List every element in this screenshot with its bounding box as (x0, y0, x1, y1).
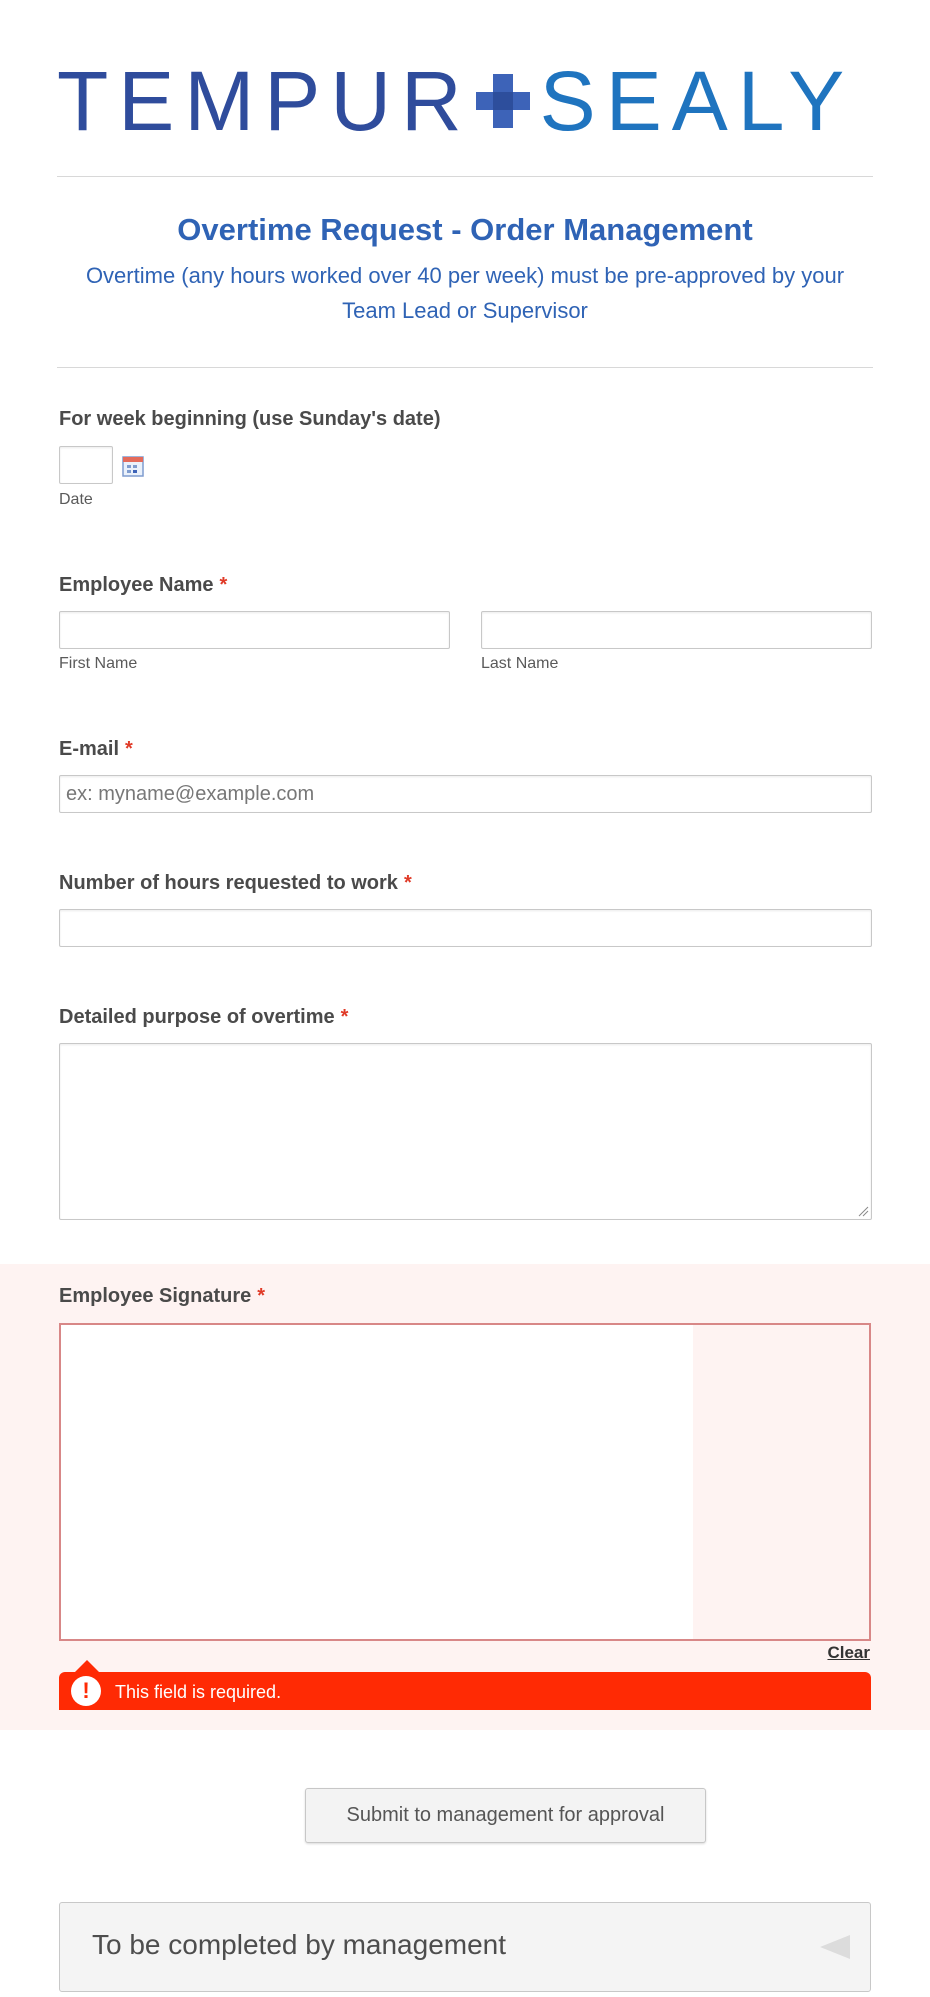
purpose-label (59, 1006, 348, 1029)
management-section-toggle[interactable] (59, 1902, 871, 1992)
week-date-input[interactable] (59, 446, 113, 484)
signature-label (59, 1285, 265, 1308)
purpose-textarea[interactable] (59, 1043, 872, 1220)
form-subtitle: Overtime (any hours worked over 40 per week) must be pre-approved by your Team Lead or Supervisor (85, 263, 845, 323)
management-section-label: To be completed by management (92, 1929, 507, 1960)
email-placeholder: ex: myname@example.com (66, 783, 315, 805)
submit-button[interactable]: Submit to management for approval (305, 1788, 706, 1843)
first-name-input[interactable] (59, 611, 450, 649)
required-mark: * (403, 872, 412, 894)
logo-right-word: SEALY (539, 54, 855, 148)
form-title: Overtime Request - Order Management (177, 212, 753, 247)
collapse-arrow-icon[interactable] (820, 1935, 850, 1959)
required-mark: * (257, 1285, 266, 1307)
calendar-icon[interactable] (122, 455, 144, 477)
required-mark: * (219, 574, 228, 596)
hours-label (59, 872, 412, 895)
error-message (59, 1672, 871, 1710)
resize-handle-icon[interactable] (857, 1205, 869, 1217)
signature-canvas[interactable] (61, 1325, 693, 1639)
first-name-sublabel: First Name (59, 655, 138, 672)
employee-name-label-text: Employee Name (59, 574, 214, 596)
purpose-label-text: Detailed purpose of overtime (59, 1006, 335, 1028)
signature-pad[interactable] (59, 1323, 871, 1641)
required-mark: * (125, 738, 133, 760)
employee-name-label (59, 574, 227, 597)
logo-left-word: TEMPUR (57, 54, 472, 148)
error-icon: ! (71, 1676, 101, 1706)
required-mark: * (340, 1006, 349, 1028)
email-input[interactable] (59, 775, 872, 813)
error-text: This field is required. (115, 1682, 282, 1702)
email-label (59, 738, 133, 761)
last-name-sublabel: Last Name (481, 655, 559, 672)
date-sublabel: Date (59, 491, 93, 508)
hours-input[interactable] (59, 909, 872, 947)
tempur-sealy-logo (57, 54, 855, 148)
clear-signature-button[interactable]: Clear (827, 1643, 870, 1662)
header-divider-bottom (57, 367, 873, 368)
logo-plus-icon (476, 68, 530, 134)
signature-label-text: Employee Signature (59, 1285, 252, 1307)
last-name-input[interactable] (481, 611, 872, 649)
header-divider-top (57, 176, 873, 177)
week-beginning-label: For week beginning (use Sunday's date) (59, 408, 441, 430)
email-label-text: E-mail (59, 738, 120, 760)
hours-label-text: Number of hours requested to work (59, 872, 398, 894)
